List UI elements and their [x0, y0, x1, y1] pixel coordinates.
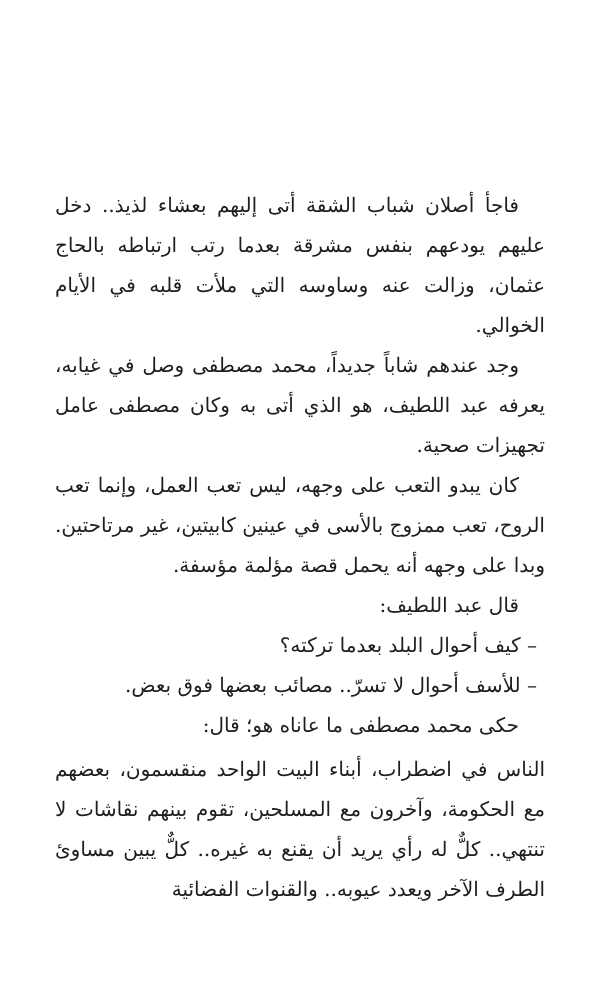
narration-intro: حكى محمد مصطفى ما عاناه هو؛ قال: — [202, 713, 519, 737]
paragraph-people-divided: الناس في اضطراب، أبناء البيت الواحد منقسمون، بعضهم مع الحكومة، وآخرون مع المسلحين، تقوم بينهم نقاشات لا تنتهي.. كلٌّ له رأي يريد أن يقنع به غيره.. كلٌّ يبين مساوئ الطرف الآخر ويعدد عيوبه.. والقنوات الفضائية — [55, 757, 545, 901]
paragraph-arrival: فاجأ أصلان شباب الشقة أتى إليهم بعشاء لذيذ.. دخل عليهم يودعهم بنفس مشرقة بعدما رتب ارتباطه بالحاج عثمان، وزالت عنه وساوسه التي ملأت قلبه في الأيام الخوالي. — [55, 193, 545, 337]
dialog-answer: – للأسف أحوال لا تسرّ.. مصائب بعضها فوق بعض. — [125, 673, 537, 697]
dialog-question: – كيف أحوال البلد بعدما تركته؟ — [279, 633, 537, 657]
paragraph-tired-face: كان يبدو التعب على وجهه، ليس تعب العمل، وإنما تعب الروح، تعب ممزوج بالأسى في عينين كابيتين، غير مرتاحتين. وبدا على وجهه أنه يحمل قصة مؤلمة مؤسفة. — [55, 473, 545, 577]
dialog-intro: قال عبد اللطيف: — [379, 593, 519, 617]
book-page — [55, 185, 545, 909]
paragraph-new-young-man: وجد عندهم شاباً جديداً، محمد مصطفى وصل في غيابه، يعرفه عبد اللطيف، هو الذي أتى به وكان مصطفى عامل تجهيزات صحية. — [55, 353, 545, 457]
